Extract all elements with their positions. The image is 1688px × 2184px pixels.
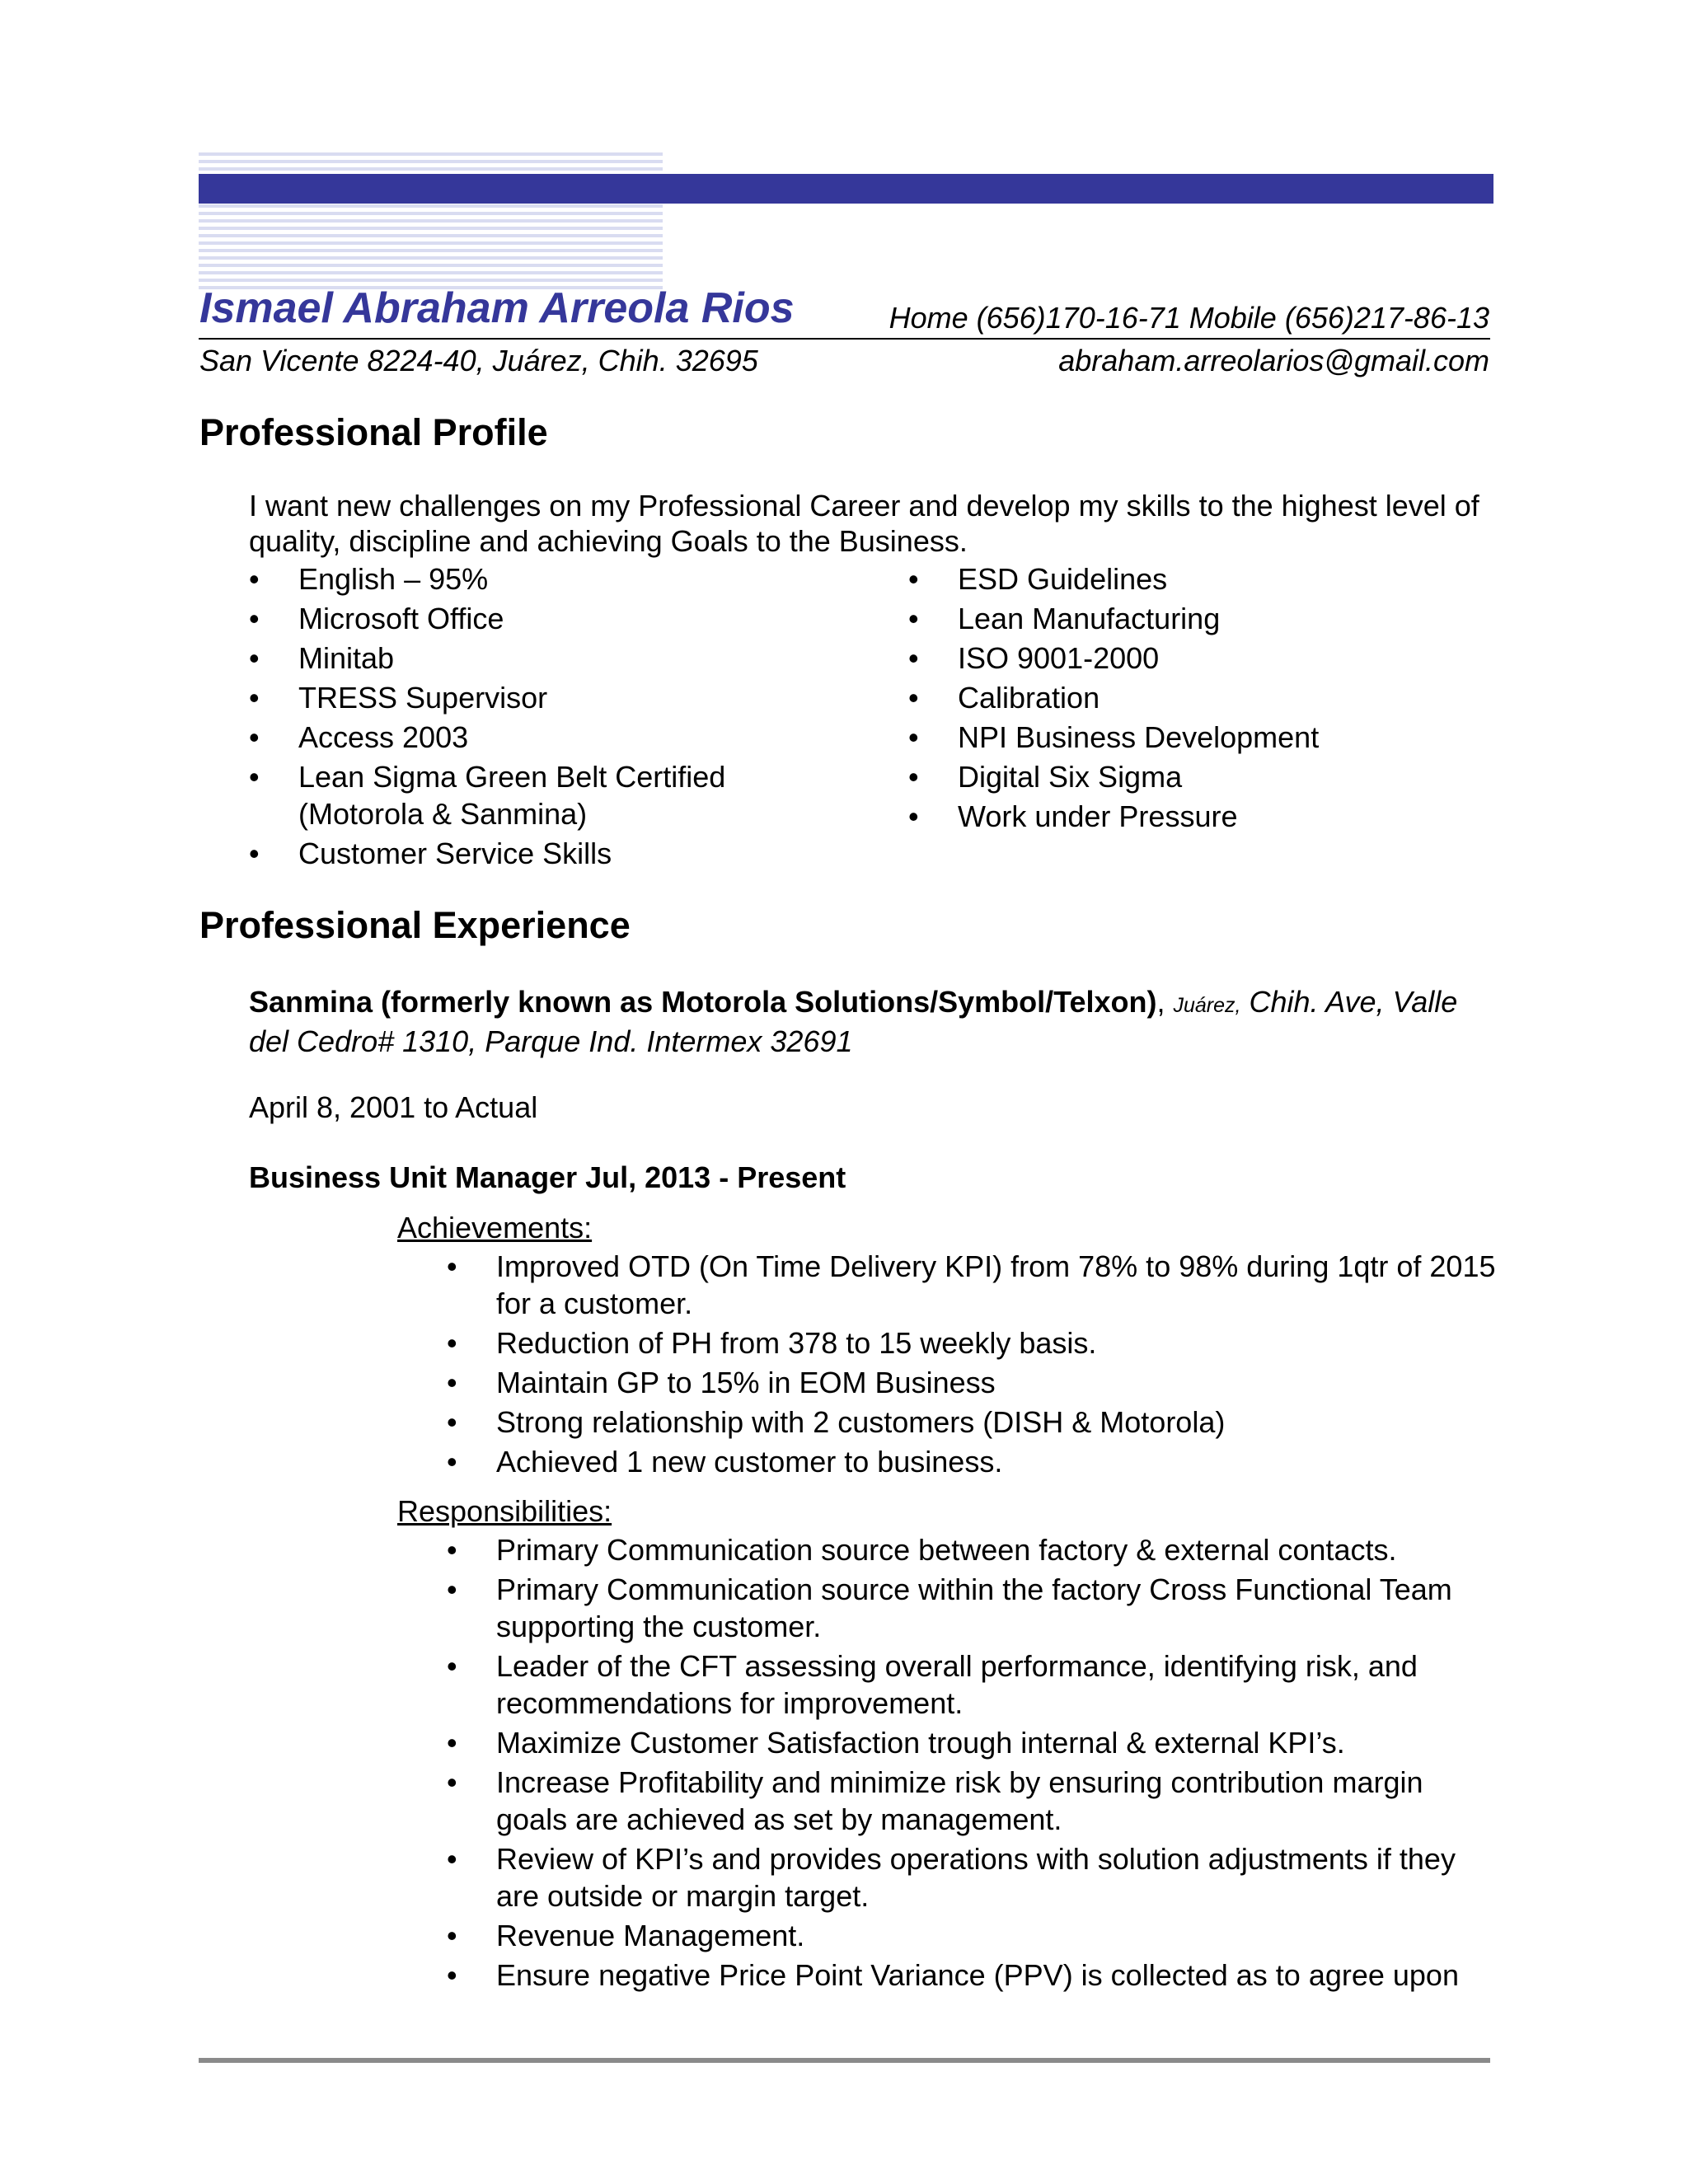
skills-list-right <box>908 560 1485 837</box>
responsibilities-heading: Responsibilities: <box>397 1494 612 1528</box>
list-item: • Achieved 1 new customer to business. <box>447 1443 1502 1480</box>
achievements-heading: Achievements: <box>397 1211 593 1244</box>
candidate-name: Ismael Abraham Arreola Rios <box>199 284 795 332</box>
achievements-list <box>447 1248 1502 1483</box>
list-item: • Microsoft Office <box>249 600 842 637</box>
header-divider <box>199 338 1490 340</box>
company-name: Sanmina (formerly known as Motorola Solutions/Symbol/Telxon) <box>249 985 1157 1019</box>
list-item: • English – 95% <box>249 560 842 598</box>
profile-summary: I want new challenges on my Professional Career and develop my skills to the highest level of quality, discipline and achieving Goals to the Business. <box>249 489 1479 558</box>
header-accent-bar <box>199 174 1493 204</box>
footer-divider <box>199 2058 1490 2063</box>
list-item: • Calibration <box>908 679 1485 716</box>
home-address: San Vicente 8224-40, Juárez, Chih. 32695 <box>199 344 758 377</box>
company-block <box>249 984 1502 1059</box>
list-item: • Review of KPI’s and provides operations with solution adjustments if they are outside or margin target. <box>447 1840 1502 1915</box>
list-item: • TRESS Supervisor <box>249 679 842 716</box>
list-item: • Improved OTD (On Time Delivery KPI) from 78% to 98% during 1qtr of 2015 for a customer. <box>447 1248 1502 1322</box>
list-item: • Primary Communication source between factory & external contacts. <box>447 1531 1502 1568</box>
list-item: • Reduction of PH from 378 to 15 weekly basis. <box>447 1324 1502 1361</box>
section-title-experience: Professional Experience <box>199 904 631 946</box>
job-role: Business Unit Manager Jul, 2013 - Present <box>249 1160 846 1194</box>
list-item: • Primary Communication source within the factory Cross Functional Team supporting the customer. <box>447 1571 1502 1645</box>
section-title-profile: Professional Profile <box>199 411 548 453</box>
list-item: • Work under Pressure <box>908 798 1485 835</box>
email-address: abraham.arreolarios@gmail.com <box>1058 344 1489 377</box>
list-item: • Minitab <box>249 640 842 677</box>
list-item: • Strong relationship with 2 customers (DISH & Motorola) <box>447 1404 1502 1441</box>
responsibilities-list <box>447 1531 1502 1996</box>
list-item: • Maximize Customer Satisfaction trough internal & external KPI’s. <box>447 1724 1502 1761</box>
list-item: • Access 2003 <box>249 719 842 756</box>
list-item: • Customer Service Skills <box>249 835 842 872</box>
list-item: • Lean Sigma Green Belt Certified (Motorola & Sanmina) <box>249 758 842 832</box>
list-item: • ISO 9001-2000 <box>908 640 1485 677</box>
list-item: • Maintain GP to 15% in EOM Business <box>447 1364 1502 1401</box>
list-item: • Ensure negative Price Point Variance (PPV) is collected as to agree upon <box>447 1957 1502 1994</box>
company-city: Juárez, <box>1173 994 1241 1017</box>
skills-list-left <box>249 560 842 874</box>
list-item: • Revenue Management. <box>447 1917 1502 1954</box>
list-item: • NPI Business Development <box>908 719 1485 756</box>
list-item-subtext: (Motorola & Sanmina) <box>298 797 588 831</box>
phone-numbers: Home (656)170-16-71 Mobile (656)217-86-13 <box>889 301 1489 335</box>
list-item: • Increase Profitability and minimize risk by ensuring contribution margin goals are achieved as set by management. <box>447 1764 1502 1838</box>
list-item: • Digital Six Sigma <box>908 758 1485 795</box>
list-item: • Leader of the CFT assessing overall performance, identifying risk, and recommendations for improvement. <box>447 1647 1502 1722</box>
company-separator: , <box>1156 985 1174 1019</box>
company-address: Chih. Ave, Valle del Cedro# 1310, Parque Ind. Intermex 32691 <box>249 985 1458 1058</box>
list-item: • ESD Guidelines <box>908 560 1485 598</box>
employment-dates: April 8, 2001 to Actual <box>249 1090 538 1124</box>
list-item: • Lean Manufacturing <box>908 600 1485 637</box>
